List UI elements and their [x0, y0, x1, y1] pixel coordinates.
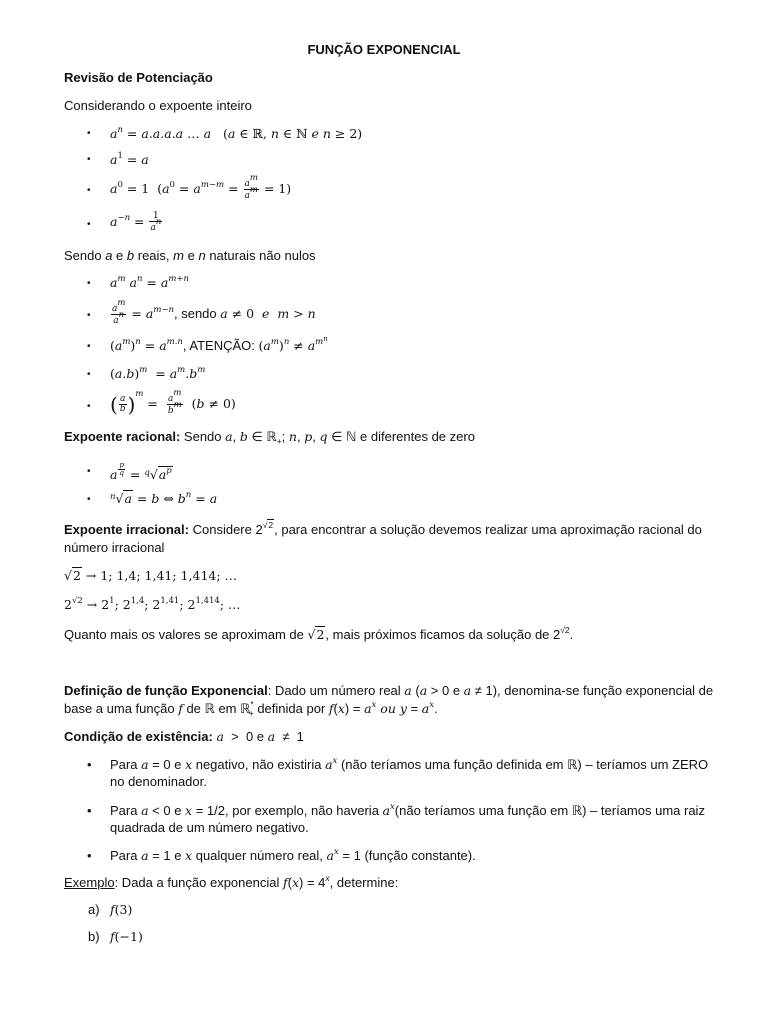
- bullet: •: [87, 185, 91, 196]
- condicao-item-1-line2: no denominador.: [110, 774, 207, 789]
- irracional-paragraph-line2: número irracional: [64, 540, 165, 555]
- formula-prop-4: $(a.b)^m = a^m.b^m$: [110, 365, 206, 381]
- condicao-item-1-line1: Para a = 0 e x negativo, não existiria $a^x$ (não teríamos uma função definida em ℝ) – teríamos um ZERO: [110, 756, 709, 772]
- racional-paragraph: Expoente racional: Sendo a, b ∈ ℝ$_+$; n, p, q ∈ ℕ e diferentes de zero: [64, 429, 475, 446]
- definicao-line2: base a uma função f de ℝ em ℝ*$_+$ definida por $f(x) = a^x$ ou $y = a^x$.: [64, 699, 438, 718]
- bullet: •: [87, 341, 91, 352]
- bullet: •: [87, 401, 91, 412]
- definicao-line1: Definição de função Exponencial: Dado um número real a (a > 0 e a ≠ 1), denomina-se função exponencial de: [64, 683, 714, 698]
- condicao-item-2-line1: Para a < 0 e x = 1/2, por exemplo, não haveria $a^x(não$ teríamos uma função em ℝ) – teríamos uma raiz: [110, 802, 705, 818]
- quanto-paragraph: Quanto mais os valores se aproximam de √2, mais próximos ficamos da solução de $2^{√2}$.: [64, 625, 574, 642]
- formula-prop-3: $(a^m)^n = a^{m.n}$, ATENÇÃO: $(a^m)^n \ne a^{m^n}$: [110, 335, 328, 353]
- formula-prop-2: $\frac{a^m}{a^n}$ = $a^{m-n}$, sendo a ≠ 0 e m > n: [112, 298, 316, 326]
- approx-sqrt2: √2 → 1; 1,4; 1,41; 1,414; …: [64, 568, 238, 583]
- formula-prop-5: ( $\frac{a}{b}$ )$^m$ = $\frac{a^m}{b^m}$ (b ≠ 0): [110, 388, 236, 417]
- condicao-item-2-line2: quadrada de um número negativo.: [110, 820, 309, 835]
- irracional-paragraph-line1: Expoente irracional: Considere $2^{√2}$, para encontrar a solução devemos realizar uma aproximação racional do: [64, 520, 702, 537]
- bullet: •: [87, 154, 91, 165]
- bullet: •: [87, 310, 91, 321]
- formula-inteiro-3: $a^0 = 1$ ($a^0 = a^{m-m}$ = $\frac{a^m}{a^m}$ = 1): [110, 173, 292, 201]
- bullet: •: [87, 278, 91, 289]
- condicao-item-3: Para a = 1 e x qualquer número real, $a^x = 1$ (função constante).: [110, 847, 476, 863]
- bullet: •: [87, 848, 92, 863]
- bullet: •: [87, 494, 91, 505]
- formula-prop-1: $a^m$ $a^n = a^{m+n}$: [110, 274, 189, 290]
- formula-inteiro-4: $a^{-n}$ = $\frac{1}{a^n}$: [110, 211, 162, 233]
- formula-inteiro-2: $a^1 = a$: [110, 151, 149, 167]
- bullet: •: [87, 803, 92, 818]
- intro-expoente-inteiro: Considerando o expoente inteiro: [64, 98, 252, 113]
- bullet: •: [87, 466, 91, 477]
- formula-inteiro-1: $a^n = a.a.a.a$ … a (a ∈ ℝ, n ∈ ℕ e n ≥ 2): [110, 125, 363, 141]
- bullet: •: [87, 219, 91, 230]
- approx-2-pow-sqrt2: $2^{√2} \to 2^1$; 2$^{1,4}$; 2$^{1,41}$; 2$^{1,414}$; …: [64, 596, 241, 612]
- bullet: •: [87, 128, 91, 139]
- exemplo-line: Exemplo: Dada a função exponencial $f(x) = 4^x$, determine:: [64, 873, 399, 890]
- formula-racional-1: a $^{\frac{p}{q}}$ = $^q√a^p$: [110, 461, 172, 482]
- intro-propriedades: Sendo a e b reais, m e n naturais não nulos: [64, 248, 316, 263]
- exemplo-item-letter-a: a): [88, 902, 100, 917]
- exemplo-item-letter-b: b): [88, 929, 100, 944]
- exemplo-item-a: f(3): [110, 902, 133, 917]
- formula-racional-2: $^n$√a = b ⇔ $b^n = a$: [110, 490, 218, 506]
- bullet: •: [87, 369, 91, 380]
- bullet: •: [87, 757, 92, 772]
- condicao-line: Condição de existência: a > 0 e a ≠ 1: [64, 729, 304, 744]
- exemplo-item-b: f(−1): [110, 929, 143, 944]
- section-heading-potenciacao: Revisão de Potenciação: [64, 70, 213, 85]
- page-title: FUNÇÃO EXPONENCIAL: [307, 42, 461, 57]
